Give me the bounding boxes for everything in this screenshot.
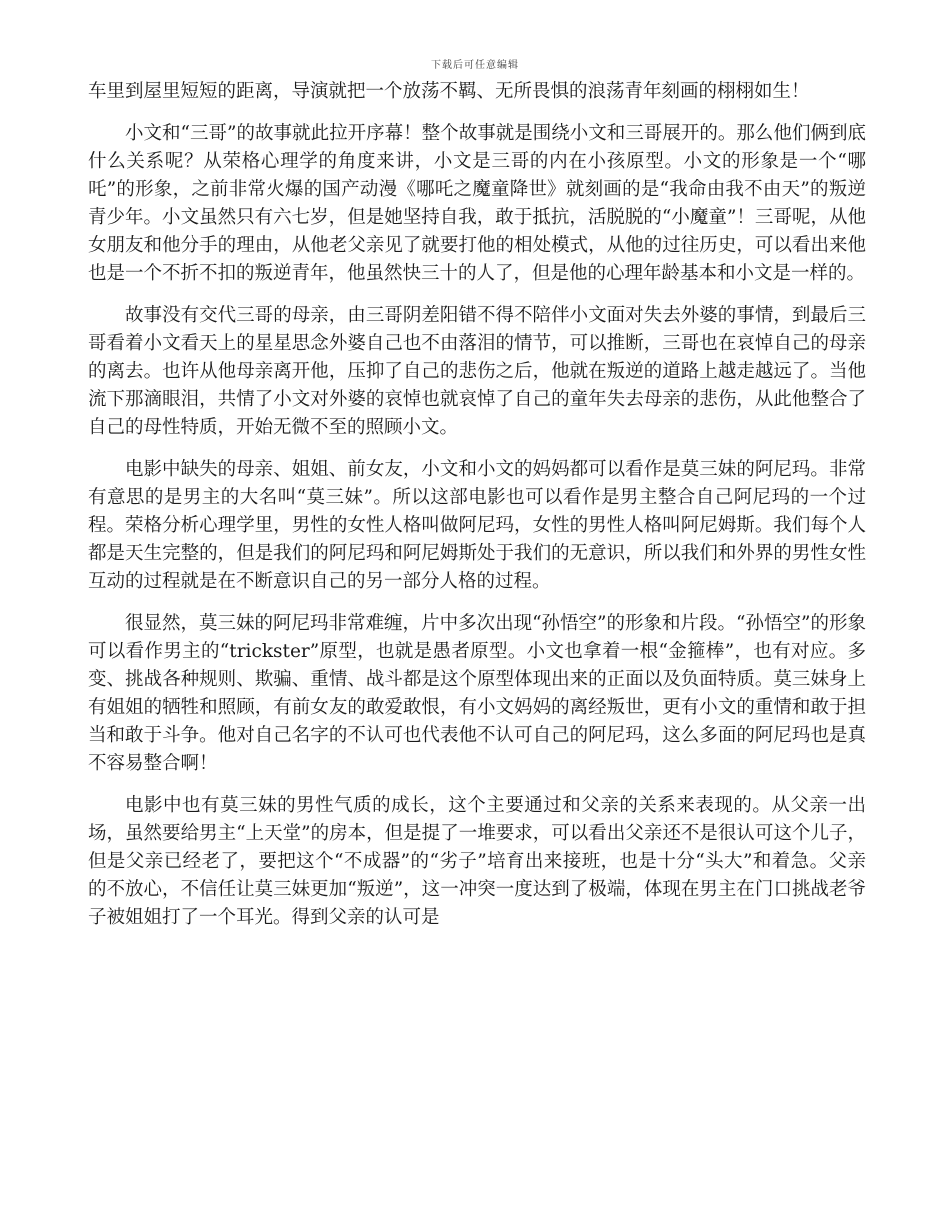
paragraph: 电影中也有莫三妹的男性气质的成长，这个主要通过和父亲的关系来表现的。从父亲一出场，虽然要给男主“上天堂”的房本，但是提了一堆要求，可以看出父亲还不是很认可这个儿子，但是父亲已经老了，要把这个“不成器”的“劣子”培育出来接班，也是十分“头大”和着急。父亲的不放心，不信任让莫三妹更加“叛逆”，这一冲突一度达到了极端，体现在男主在门口挑战老爷子被姐姐打了一个耳光。得到父亲的认可是 [88,795,866,928]
paragraph: 车里到屋里短短的距离，导演就把一个放荡不羁、无所畏惧的浪荡青年刻画的栩栩如生！ [88,81,810,102]
paragraph: 小文和“三哥”的故事就此拉开序幕！整个故事就是围绕小文和三哥展开的。那么他们俩到底什么关系呢？从荣格心理学的角度来讲，小文是三哥的内在小孩原型。小文的形象是一个“哪吒”的形象，之前非常火爆的国产动漫《哪吒之魔童降世》就刻画的是“我命由我不由天”的叛逆青少年。小文虽然只有六七岁，但是她坚持自我，敢于抵抗，活脱脱的“小魔童”！三哥呢，从他女朋友和他分手的理由，从他老父亲见了就要打他的相处模式，从他的过往历史，可以看出来他也是一个不折不扣的叛逆青年，他虽然快三十的人了，但是他的心理年龄基本和小文是一样的。 [88,123,866,284]
document-body [88,78,866,946]
paragraph: 很显然，莫三妹的阿尼玛非常难缠，片中多次出现“孙悟空”的形象和片段。“孙悟空”的形象可以看作男主的“trickster”原型，也就是愚者原型。小文也拿着一根“金箍棒”，也有对应。多变、挑战各种规则、欺骗、重情、战斗都是这个原型体现出来的正面以及负面特质。莫三妹身上有姐姐的牺牲和照顾，有前女友的敢爱敢恨，有小文妈妈的离经叛世，更有小文的重情和敢于担当和敢于斗争。他对自己名字的不认可也代表他不认可自己的阿尼玛，这么多面的阿尼玛也是真不容易整合啊！ [88,613,866,774]
paragraph: 故事没有交代三哥的母亲，由三哥阴差阳错不得不陪伴小文面对失去外婆的事情，到最后三哥看着小文看天上的星星思念外婆自己也不由落泪的情节，可以推断，三哥也在哀悼自己的母亲的离去。也许从他母亲离开他，压抑了自己的悲伤之后，他就在叛逆的道路上越走越远了。当他流下那滴眼泪，共情了小文对外婆的哀悼也就哀悼了自己的童年失去母亲的悲伤，从此他整合了自己的母性特质，开始无微不至的照顾小文。 [88,305,866,438]
paragraph: 电影中缺失的母亲、姐姐、前女友，小文和小文的妈妈都可以看作是莫三妹的阿尼玛。非常有意思的是男主的大名叫“莫三妹”。所以这部电影也可以看作是男主整合自己阿尼玛的一个过程。荣格分析心理学里，男性的女性人格叫做阿尼玛，女性的男性人格叫阿尼姆斯。我们每个人都是天生完整的，但是我们的阿尼玛和阿尼姆斯处于我们的无意识，所以我们和外界的男性女性互动的过程就是在不断意识自己的另一部分人格的过程。 [88,459,866,592]
page-header: 下载后可任意编辑 [431,60,519,71]
